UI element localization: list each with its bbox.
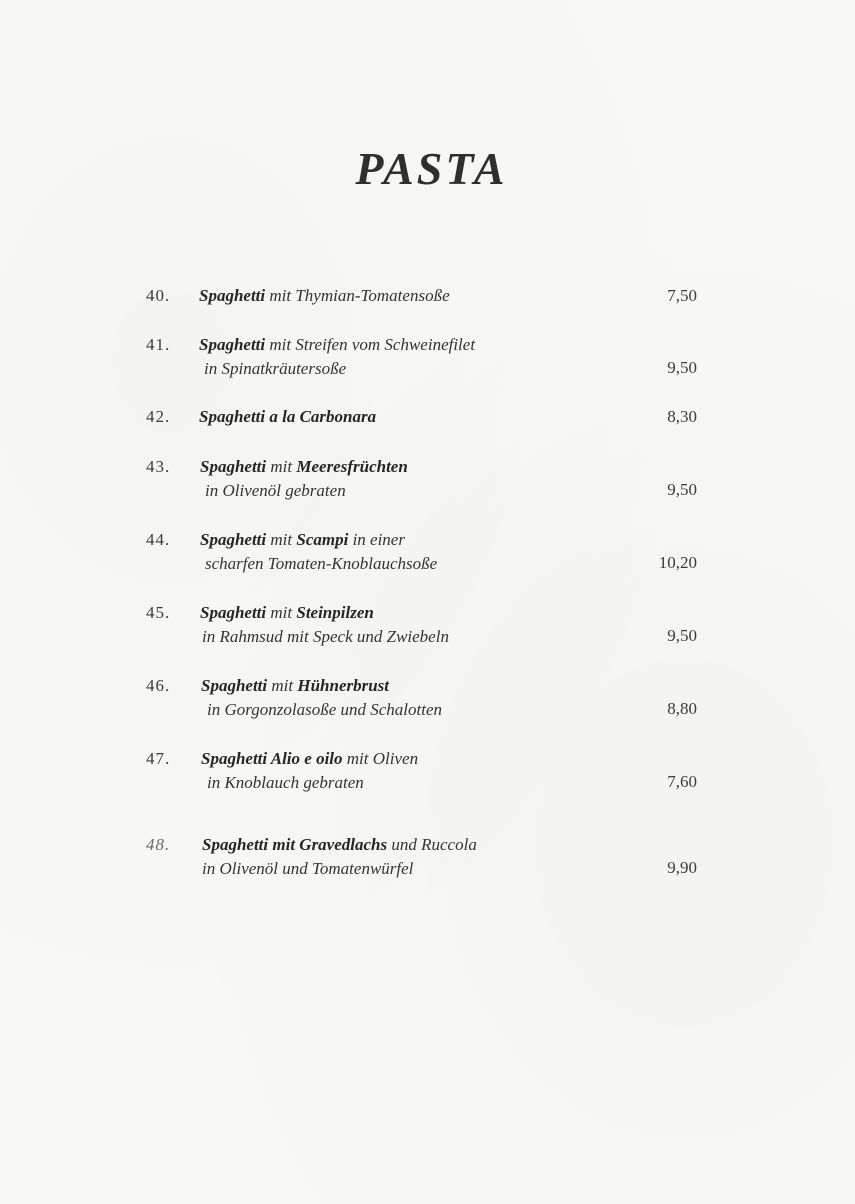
item-price: 9,90 [667,858,697,877]
item-description [201,676,389,696]
item-text: mit Thymian-Tomatensoße [265,286,450,305]
item-highlight: Steinpilzen [296,603,374,622]
item-name: Spaghetti [201,676,268,695]
item-number: 40. [146,286,171,305]
item-name: Spaghetti mit Gravedlachs [202,835,388,854]
item-description [199,335,475,355]
menu-item [0,530,855,580]
item-name: Spaghetti [199,286,266,305]
item-name: Spaghetti [200,457,267,476]
item-description [199,407,376,427]
item-name: Spaghetti [200,603,267,622]
item-highlight: Scampi [296,530,349,549]
item-highlight: Hühnerbrust [297,676,390,695]
menu-item [0,676,855,726]
item-price: 9,50 [667,626,697,645]
item-subline: in Olivenöl gebraten [205,481,346,500]
item-number: 42. [146,407,171,426]
item-description [199,286,450,306]
menu-item [0,457,855,507]
item-text: und Ruccola [387,835,477,854]
item-highlight: Meeresfrüchten [296,457,408,476]
item-price: 8,80 [667,699,697,718]
item-text: mit [266,457,297,476]
item-number: 43. [146,457,171,476]
item-price: 7,60 [667,772,697,791]
menu-item [0,835,855,885]
item-price: 8,30 [667,407,697,426]
menu-item [0,407,855,457]
item-text: in einer [348,530,405,549]
item-name: Spaghetti Alio e oilo [201,749,343,768]
item-description [201,749,418,769]
item-price: 7,50 [667,286,697,305]
item-number: 47. [146,749,171,768]
item-number: 46. [146,676,171,695]
item-text: mit [266,530,297,549]
item-subline: scharfen Tomaten-Knoblauchsoße [205,554,438,573]
item-text: mit [266,603,297,622]
item-description [200,530,405,550]
item-description [200,603,374,623]
item-text: mit Streifen vom Schweinefilet [265,335,476,354]
menu-item [0,335,855,385]
menu-item [0,286,855,336]
item-description [202,835,477,855]
item-price: 9,50 [667,358,697,377]
item-price: 10,20 [658,553,697,572]
item-description [200,457,408,477]
item-subline: in Spinatkräutersoße [204,359,347,378]
item-name: Spaghetti [200,530,267,549]
item-number: 41. [146,335,171,354]
item-number: 48. [146,835,171,854]
item-price: 9,50 [667,480,697,499]
item-subline: in Gorgonzolasoße und Schalotten [207,700,442,719]
item-text: mit Oliven [342,749,419,768]
item-subline: in Olivenöl und Tomatenwürfel [202,859,414,878]
item-name: Spaghetti [199,335,266,354]
item-name: Spaghetti a la Carbonara [199,407,377,426]
item-number: 44. [146,530,171,549]
item-subline: in Knoblauch gebraten [207,773,364,792]
item-number: 45. [146,603,171,622]
item-subline: in Rahmsud mit Speck und Zwiebeln [202,627,449,646]
page-title: PASTA [355,143,508,194]
menu-item [0,603,855,653]
menu-item [0,749,855,799]
item-text: mit [267,676,298,695]
